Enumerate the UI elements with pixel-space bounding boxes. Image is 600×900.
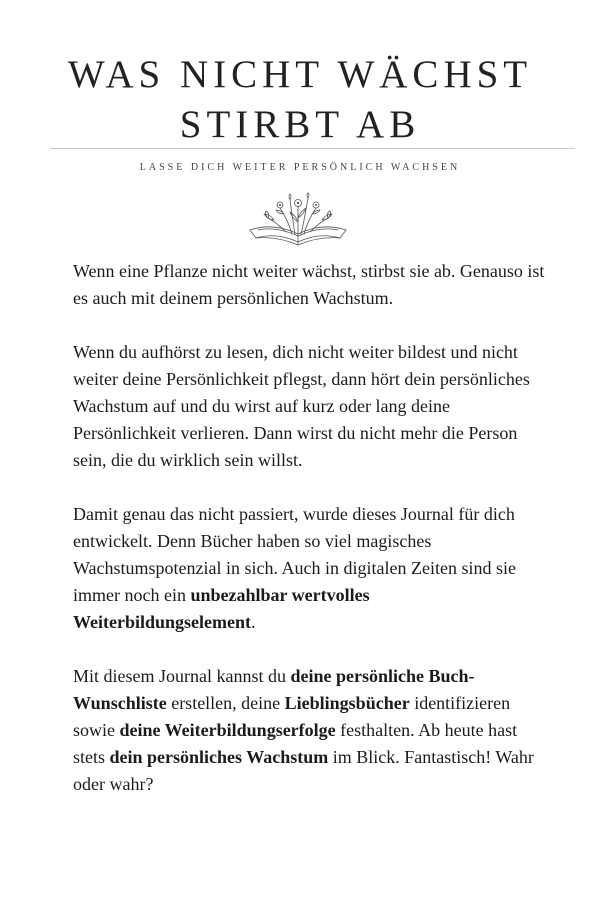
paragraph-4-bold-2: Lieblingsbücher <box>284 693 410 713</box>
paragraph-3-bold-1: unbezahlbar wertvolles Weiterbildungselement <box>73 585 370 632</box>
paragraph-4-bold-3: deine Weiterbildungserfolge <box>119 720 336 740</box>
body-text <box>73 258 553 825</box>
open-book-flowers-icon <box>246 192 350 250</box>
subtitle: LASSE DICH WEITER PERSÖNLICH WACHSEN <box>139 162 461 173</box>
title-line-2: STIRBT AB <box>179 103 421 146</box>
paragraph-4-text-1: Mit diesem Journal kannst du <box>73 666 291 686</box>
paragraph-4-bold-4: dein persönliches Wachstum <box>109 747 329 767</box>
paragraph-4-text-4: festhalten. Ab heute hast stets <box>73 720 518 767</box>
paragraph-2: Wenn du aufhörst zu lesen, dich nicht weiter bildest und nicht weiter deine Persönlichkeit pflegst, dann hört dein persönliches Wachstum auf und du wirst auf kurz oder lang deine Persönlichkeit verlieren. Dann wirst du nicht mehr die Person sein, die du wirklich sein willst. <box>73 342 530 470</box>
paragraph-3-text-2: . <box>251 612 256 632</box>
paragraph-4-text-3: identifizieren sowie <box>73 693 511 740</box>
title-divider <box>50 148 575 149</box>
paragraph-4 <box>73 663 553 798</box>
title-line-1: WAS NICHT WÄCHST <box>67 53 533 96</box>
paragraph-4-text-2: erstellen, deine <box>166 693 285 713</box>
paragraph-3 <box>73 501 553 636</box>
paragraph-4-bold-1: deine persönliche Buch-Wunschliste <box>73 666 475 713</box>
paragraph-3-text-1: Damit genau das nicht passiert, wurde dieses Journal für dich entwickelt. Denn Bücher haben so viel magisches Wachstumspotenzial in sich. Auch in digitalen Zeiten sind sie immer noch ein <box>73 504 516 605</box>
page-title <box>0 50 600 150</box>
paragraph-4-text-5: im Blick. Fantastisch! Wahr oder wahr? <box>73 747 534 794</box>
paragraph-1: Wenn eine Pflanze nicht weiter wächst, stirbst sie ab. Genauso ist es auch mit deinem persönlichen Wachstum. <box>73 261 545 308</box>
